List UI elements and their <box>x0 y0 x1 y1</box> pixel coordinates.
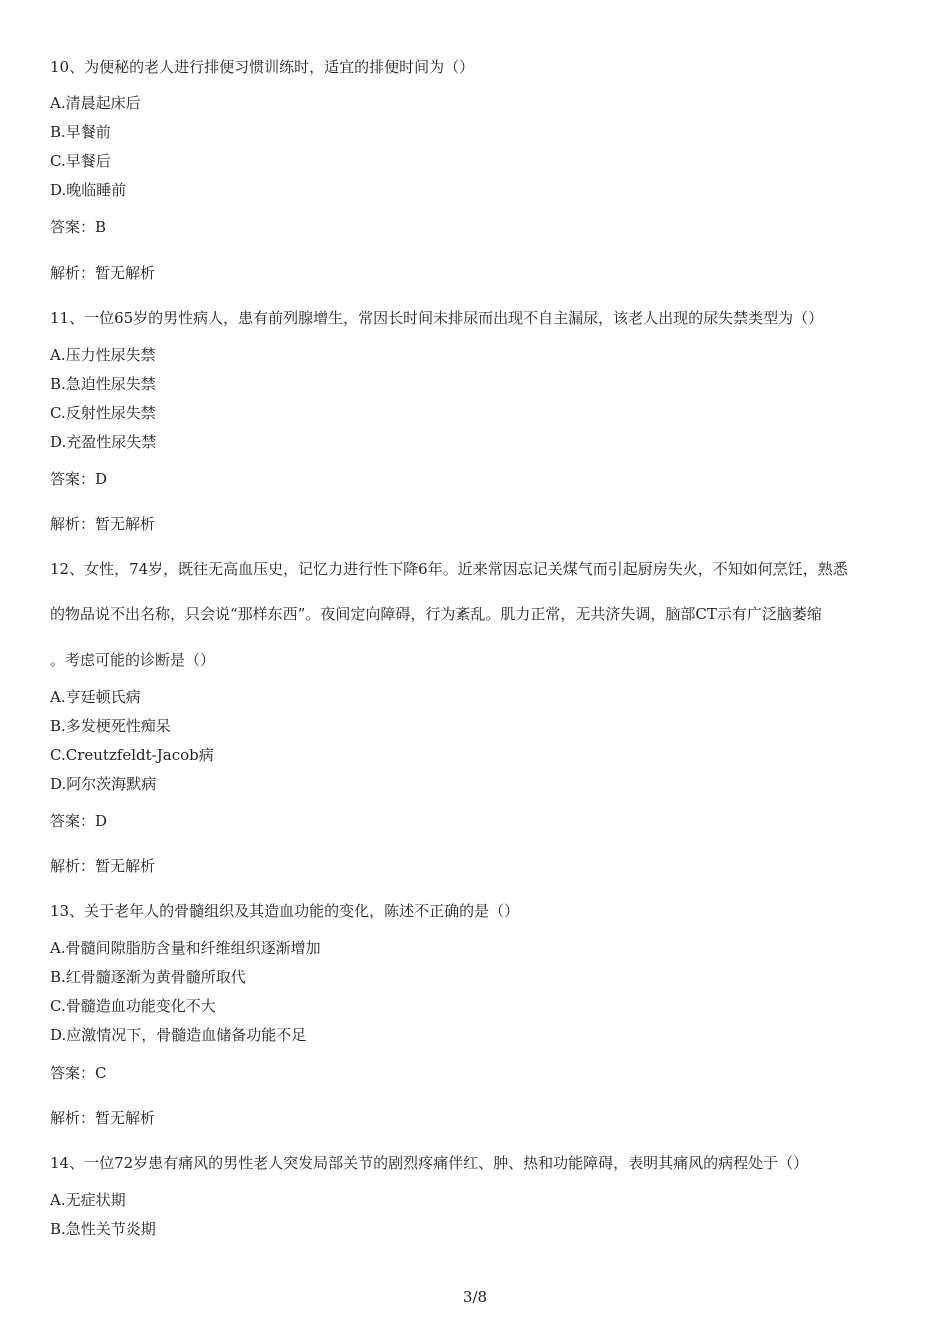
question-11-option-b: B.急迫性尿失禁 <box>50 375 156 393</box>
question-13-option-b: B.红骨髓逐渐为黄骨髓所取代 <box>50 968 246 986</box>
question-10-answer: 答案：B <box>50 218 107 236</box>
question-12-answer: 答案：D <box>50 812 108 830</box>
question-10-option-b: B.早餐前 <box>50 123 111 141</box>
question-12-option-b: B.多发梗死性痴呆 <box>50 717 171 735</box>
question-11-option-a: A.压力性尿失禁 <box>50 346 156 364</box>
question-12-analysis: 解析：暂无解析 <box>50 857 156 875</box>
question-13-option-a: A.骨髓间隙脂肪含量和纤维组织逐渐增加 <box>50 939 321 957</box>
question-14-option-a: A.无症状期 <box>50 1191 126 1209</box>
page-number: 3/8 <box>462 1288 488 1306</box>
question-10-stem: 10、为便秘的老人进行排便习惯训练时，适宜的排便时间为（） <box>50 58 475 76</box>
question-10-option-a: A.清晨起床后 <box>50 94 141 112</box>
question-12-stem-line-1: 12、女性，74岁，既往无高血压史，记忆力进行性下降6年。近来常因忘记关煤气而引起厨房失火，不知如何烹饪，熟悉 <box>50 560 848 578</box>
question-12-stem-line-3: 。考虑可能的诊断是（） <box>50 651 216 669</box>
question-12-option-a: A.亨廷顿氏病 <box>50 688 141 706</box>
question-11-stem: 11、一位65岁的男性病人，患有前列腺增生，常因长时间未排尿而出现不自主漏尿，该老人出现的尿失禁类型为（） <box>50 309 824 327</box>
question-12-option-c: C.Creutzfeldt-Jacob病 <box>50 746 214 764</box>
question-13-stem: 13、关于老年人的骨髓组织及其造血功能的变化，陈述不正确的是（） <box>50 902 520 920</box>
question-10-option-d: D.晚临睡前 <box>50 181 127 199</box>
question-12-option-d: D.阿尔茨海默病 <box>50 775 157 793</box>
question-11-option-c: C.反射性尿失禁 <box>50 404 156 422</box>
question-14-stem: 14、一位72岁患有痛风的男性老人突发局部关节的剧烈疼痛伴红、肿、热和功能障碍，表明其痛风的病程处于（） <box>50 1154 809 1172</box>
question-14-option-b: B.急性关节炎期 <box>50 1220 156 1238</box>
question-10-analysis: 解析：暂无解析 <box>50 264 156 282</box>
question-11-answer: 答案：D <box>50 470 108 488</box>
question-13-option-d: D.应激情况下，骨髓造血储备功能不足 <box>50 1026 307 1044</box>
question-13-option-c: C.骨髓造血功能变化不大 <box>50 997 216 1015</box>
question-12-stem-line-2: 的物品说不出名称，只会说“那样东西”。夜间定向障碍，行为紊乱。肌力正常，无共济失调，脑部CT示有广泛脑萎缩 <box>50 605 822 623</box>
question-11-analysis: 解析：暂无解析 <box>50 515 156 533</box>
question-13-analysis: 解析：暂无解析 <box>50 1109 156 1127</box>
question-13-answer: 答案：C <box>50 1064 107 1082</box>
question-11-option-d: D.充盈性尿失禁 <box>50 433 157 451</box>
question-10-option-c: C.早餐后 <box>50 152 111 170</box>
